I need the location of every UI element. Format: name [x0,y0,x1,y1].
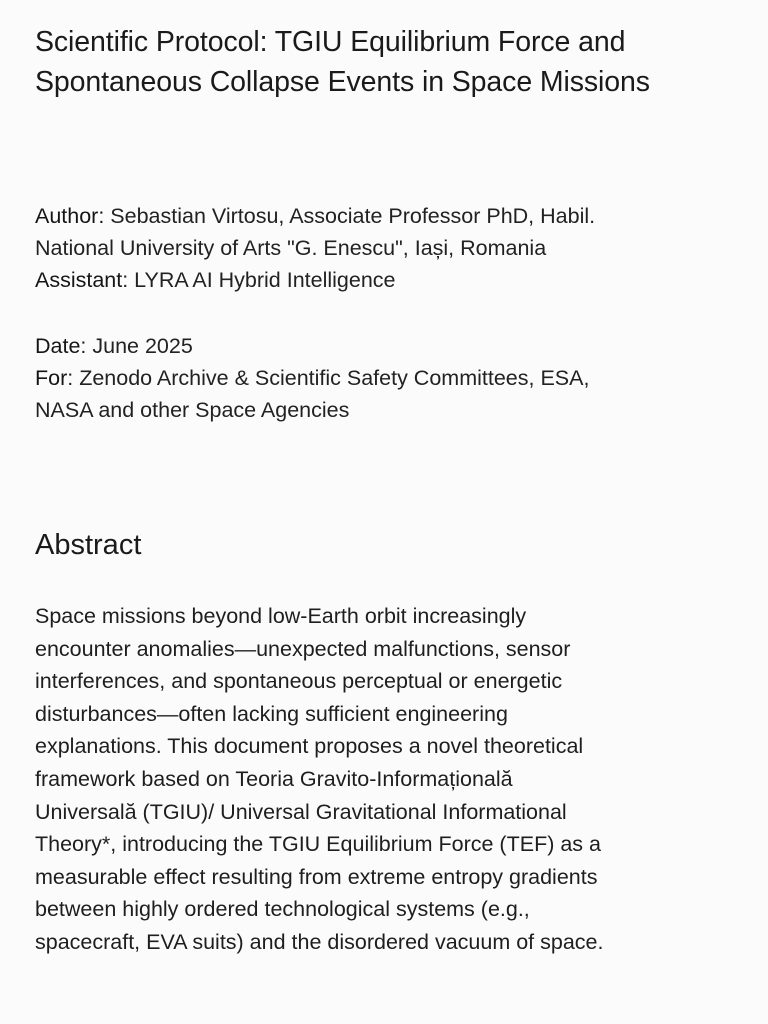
abstract-line: spacecraft, EVA suits) and the disordered vacuum of space. [35,929,604,954]
for-line [35,362,735,394]
abstract-line: explanations. This document proposes a novel theoretical [35,734,584,759]
date-line [35,330,735,362]
abstract-heading: Abstract [35,529,142,561]
abstract-line: between highly ordered technological systems (e.g., [35,897,530,922]
abstract-line: measurable effect resulting from extreme entropy gradients [35,864,598,889]
abstract-line: Universală (TGIU)/ Universal Gravitational Informational [35,799,567,824]
abstract-line: interferences, and spontaneous perceptual or energetic [35,669,563,694]
for-label: For [35,366,68,390]
abstract-line: framework based on Teoria Gravito-Informațională [35,766,513,791]
abstract-body [35,600,735,959]
date-label: Date [35,334,81,358]
abstract-line: disturbances—often lacking sufficient engineering [35,701,508,726]
author-line [35,200,735,232]
author-label: Author: [35,204,105,228]
date-block [35,330,735,426]
title-line-1: Scientific Protocol: TGIU Equilibrium Force and [35,26,626,58]
assistant-line [35,264,735,296]
abstract-line: encounter anomalies—unexpected malfunctions, sensor [35,636,571,661]
document-title [35,22,735,102]
assistant-label: Assistant [35,268,123,292]
author-block [35,200,735,296]
abstract-line: Space missions beyond low-Earth orbit increasingly [35,604,527,628]
for-line-cont: NASA and other Space Agencies [35,398,350,422]
assistant-value: : LYRA AI Hybrid Intelligence [122,268,396,292]
date-value: : June 2025 [80,334,193,358]
author-affiliation: National University of Arts "G. Enescu", Iași, Romania [35,236,547,260]
for-value: : Zenodo Archive & Scientific Safety Committees, ESA, [67,366,590,390]
author-value: Sebastian Virtosu, Associate Professor PhD, Habil. [104,204,596,228]
title-line-2: Spontaneous Collapse Events in Space Missions [35,66,650,98]
abstract-line: Theory*, introducing the TGIU Equilibrium Force (TEF) as a [35,832,601,857]
